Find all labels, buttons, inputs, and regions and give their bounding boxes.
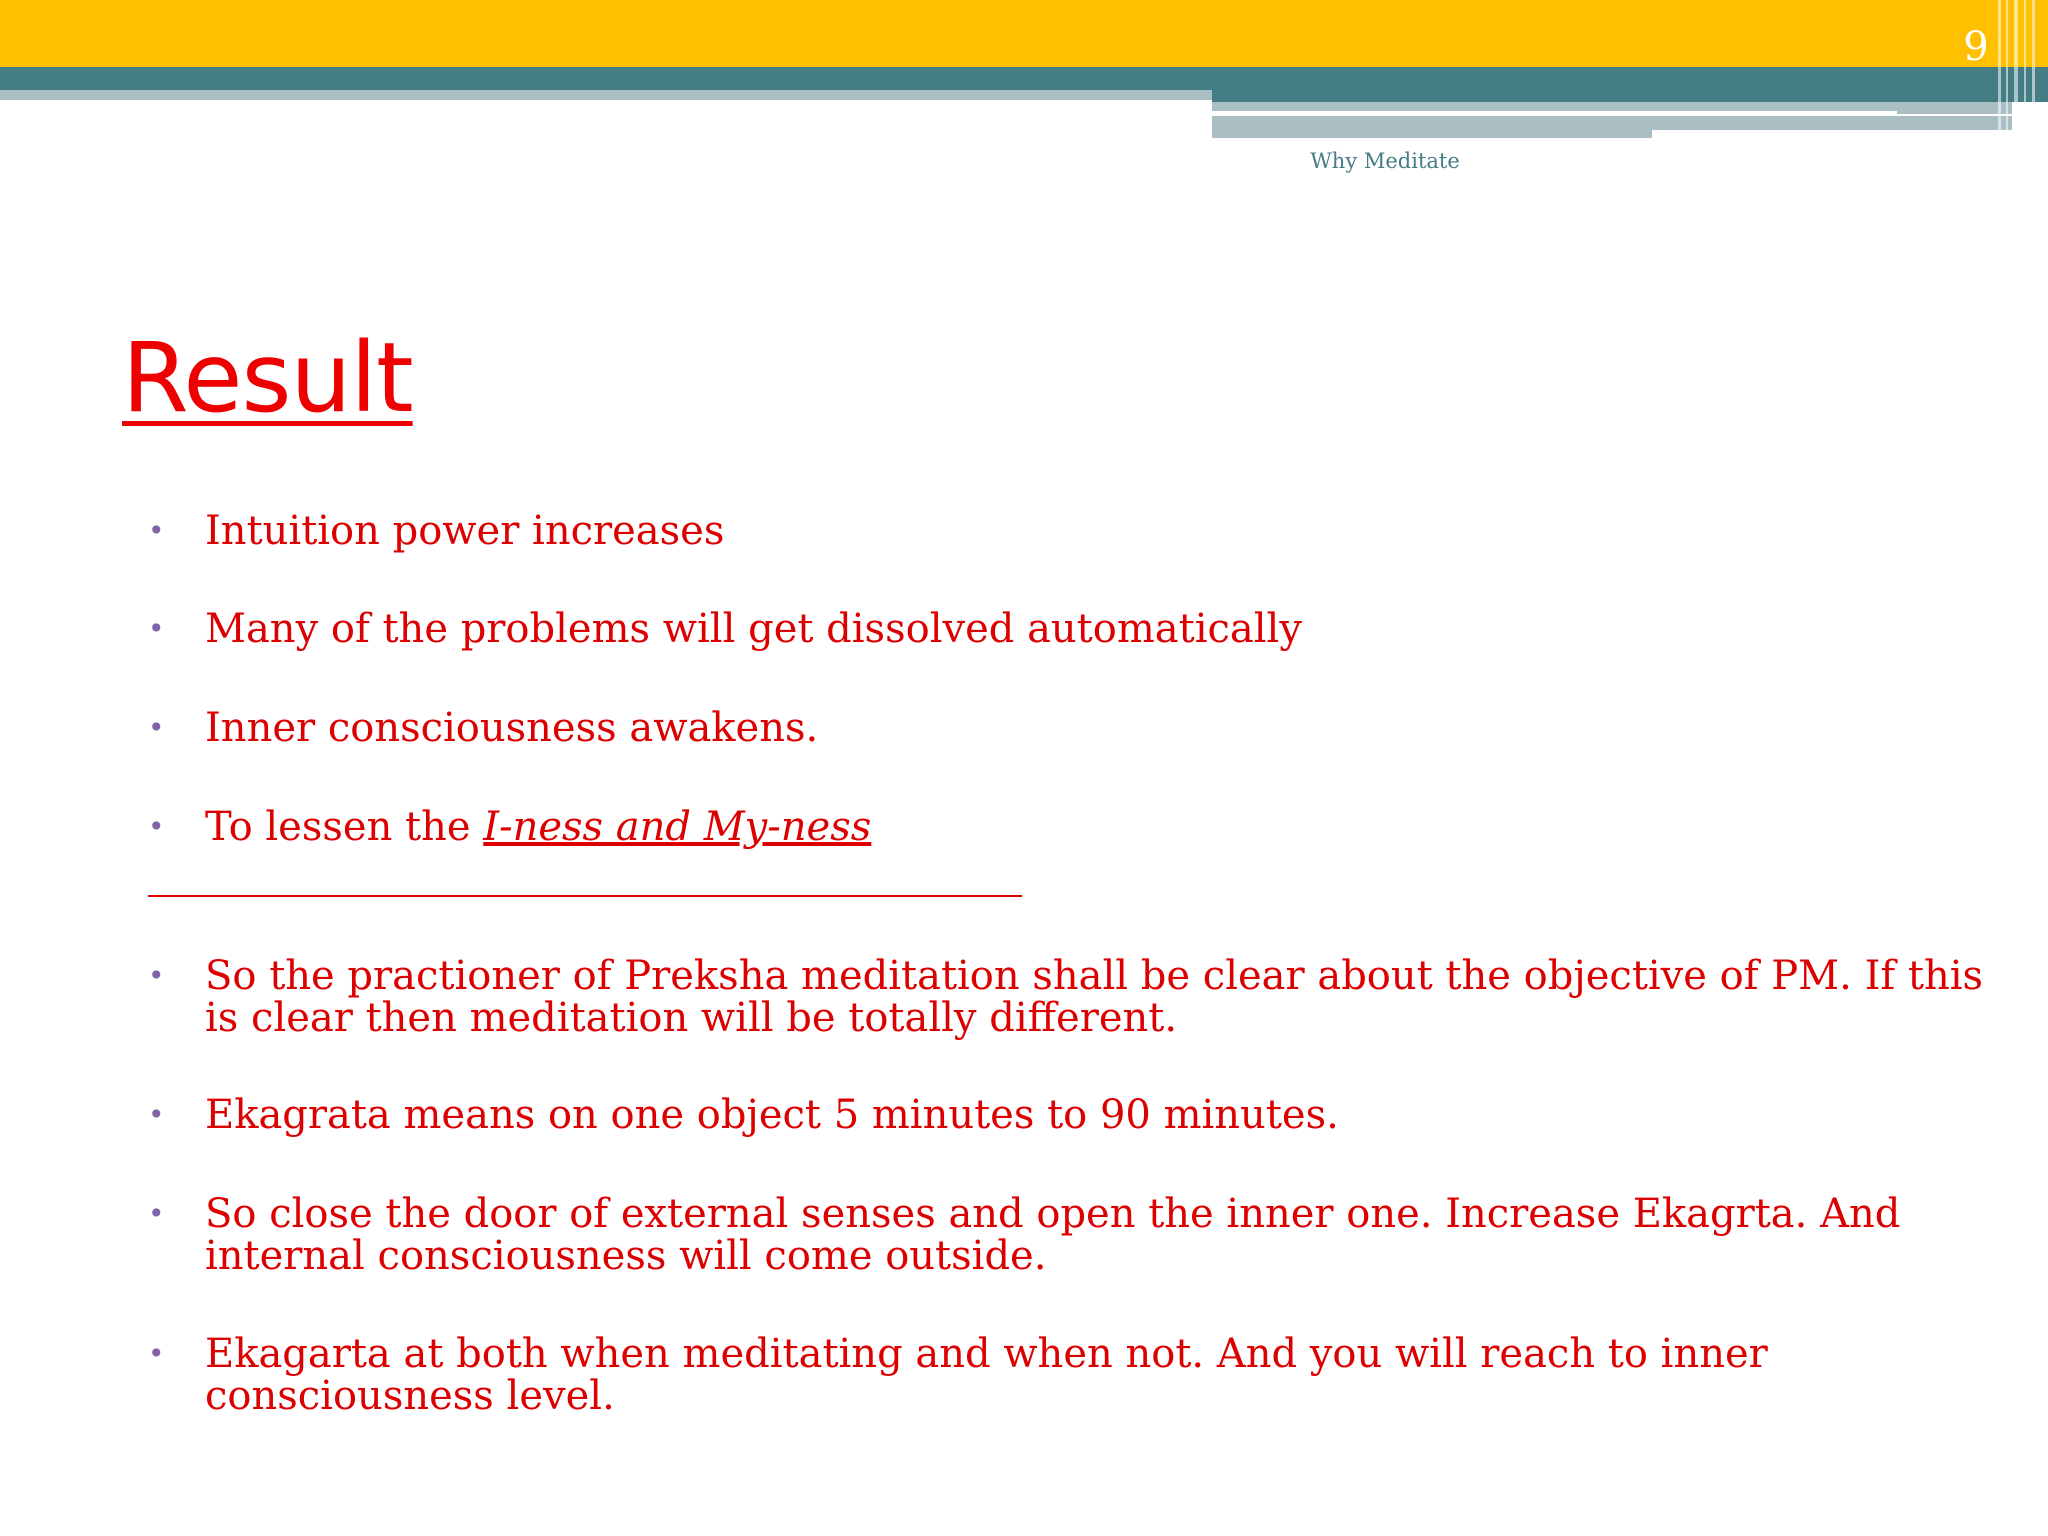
bullet-icon: •: [148, 810, 165, 843]
header-band-light-right-lower: [1212, 116, 1652, 138]
bullet-icon: •: [148, 1197, 165, 1230]
list-item-text: Ekagarta at both when meditating and when not. And you will reach to inner consciousness level.: [205, 1331, 1768, 1419]
list-item-text: Ekagrata means on one object 5 minutes to 90 minutes.: [205, 1092, 1339, 1138]
header-band-yellow: [0, 0, 2048, 67]
list-item-text: Many of the problems will get dissolved automatically: [205, 606, 1302, 652]
list-item-text: So close the door of external senses and open the inner one. Increase Ekagrta. And internal consciousness will come outside.: [205, 1191, 1901, 1279]
header-band-teal: [0, 67, 2048, 90]
list-item-text: So the practioner of Preksha meditation shall be clear about the objective of PM. If this is clear then meditation will be totally different.: [205, 953, 1984, 1041]
list-item-prefix: To lessen the: [205, 804, 484, 850]
slide-title: Result: [122, 322, 413, 434]
header-band-teal-right: [1212, 90, 2048, 102]
slide-number: 9: [1963, 24, 1989, 70]
separator-rule: [148, 895, 1022, 897]
header-band-light: [0, 90, 1212, 100]
header-band-light-right-edge: [1652, 116, 2012, 130]
emphasis-link[interactable]: I-ness and My-ness: [483, 804, 872, 850]
bullet-icon: •: [148, 1098, 165, 1131]
bullet-icon: •: [148, 1337, 165, 1370]
list-item-text: Intuition power increases: [205, 508, 725, 554]
bullet-icon: •: [148, 612, 165, 645]
bullet-icon: •: [148, 711, 165, 744]
list-item-text: Inner consciousness awakens.: [205, 705, 819, 751]
list-item-text: [205, 806, 2005, 848]
bullet-icon: •: [148, 959, 165, 992]
header-title: Why Meditate: [1310, 149, 1460, 173]
bullet-icon: •: [148, 514, 165, 547]
